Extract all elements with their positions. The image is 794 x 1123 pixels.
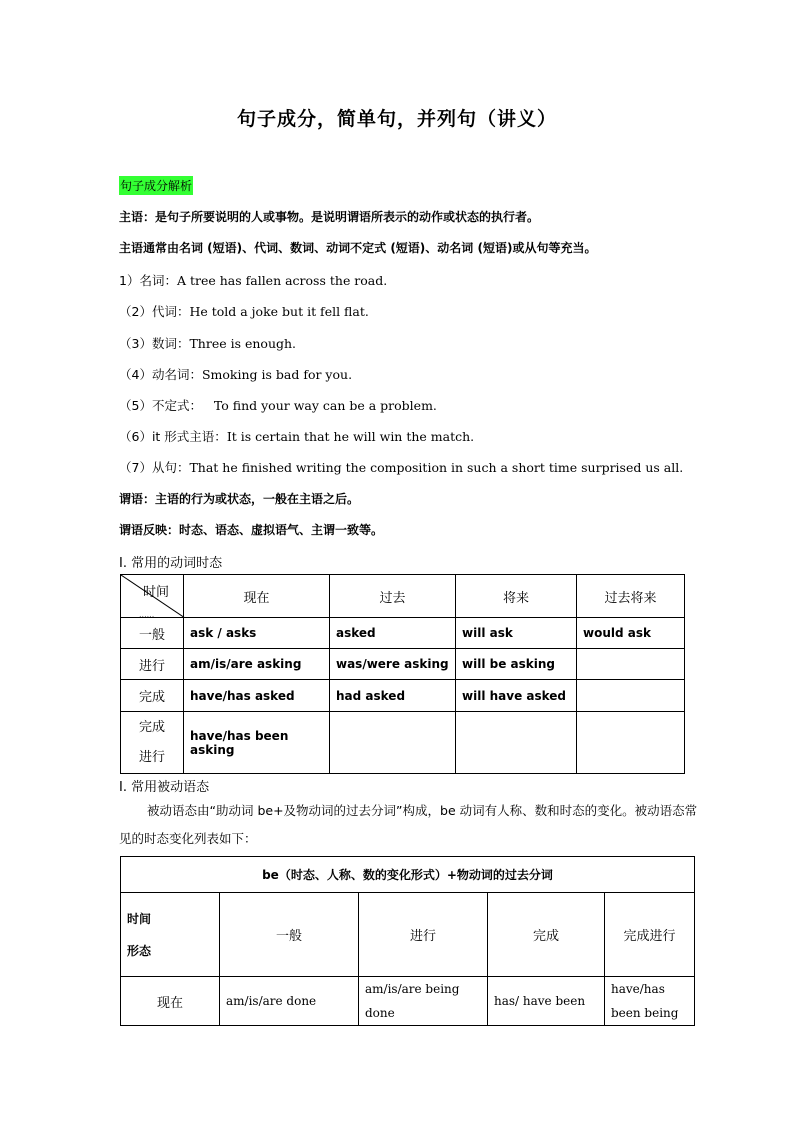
row-label-line: 进行 [138,749,165,765]
table-cell: have/has been being [605,977,695,1026]
column-header: 过去 [330,575,456,618]
example-label: （2）代词： [119,304,190,319]
table-cell [330,712,456,774]
passive-intro [119,797,699,853]
example-7 [119,458,683,476]
table-cell: have/has been asking [184,712,330,774]
table-cell [577,680,685,712]
subject-definition: 主语：是句子所要说明的人或事物。是说明谓语所表示的动作或状态的执行者。 [119,210,540,224]
table-cell: asked [330,618,456,649]
row-label: 完成 [121,680,184,712]
example-text: That he finished writing the composition in such a short time surprised us all. [189,460,684,475]
example-label: （6）it 形式主语： [119,429,227,444]
column-header: 过去将来 [577,575,685,618]
table-cell: ask / asks [184,618,330,649]
row-label: 现在 [121,977,220,1026]
table-title-row [121,857,695,893]
column-header: 进行 [359,893,488,977]
example-1 [119,271,387,289]
row-label: 进行 [121,649,184,680]
heading-tenses: I. 常用的动词时态 [119,556,223,571]
tense-table [120,574,685,774]
column-header: 完成进行 [605,893,695,977]
corner-cell [121,575,184,618]
predicate-definition: 谓语：主语的行为或状态，一般在主语之后。 [119,492,360,506]
corner-label: 时间 [142,585,169,600]
table-row [121,680,685,712]
example-3 [119,334,296,352]
table-row [121,649,685,680]
table-title: be（时态、人称、数的变化形式）+物动词的过去分词 [121,857,695,893]
table-cell: have/has asked [184,680,330,712]
corner-sublabel: ...... [139,610,155,619]
table-row [121,977,695,1026]
example-2 [119,302,369,320]
section-tag: 句子成分解析 [119,176,193,195]
column-header: 一般 [220,893,359,977]
example-text: Smoking is bad for you. [201,367,353,382]
column-header: 现在 [184,575,330,618]
table-header-row [121,893,695,977]
example-label: （4）动名词： [119,367,202,382]
example-6 [119,427,474,445]
table-cell: will be asking [456,649,577,680]
example-5 [119,396,437,414]
example-text: To find your way can be a problem. [201,398,437,413]
table-cell: will ask [456,618,577,649]
subject-usage: 主语通常由名词 (短语)、代词、数词、动词不定式 (短语)、动名词 (短语)或从句等充当。 [119,241,597,255]
table-cell: has/ have been [488,977,605,1026]
row-label: 一般 [121,618,184,649]
table-row [121,618,685,649]
example-label: 1）名词： [119,273,177,288]
table-cell [577,712,685,774]
table-cell: am/is/are done [220,977,359,1026]
table-cell [456,712,577,774]
example-label: （5）不定式： [119,398,202,413]
row-label [121,712,184,774]
table-cell: will have asked [456,680,577,712]
example-text: He told a joke but it fell flat. [189,304,369,319]
row-label-line: 完成 [138,719,165,735]
example-text: A tree has fallen across the road. [176,273,388,288]
table-cell: had asked [330,680,456,712]
passive-intro-text: 被动语态由“助动词 be+及物动词的过去分词”构成，be 动词有人称、数和时态的变化。被动语态常见的时态变化列表如下： [119,803,698,846]
heading-passive: I. 常用被动语态 [119,780,210,795]
example-4 [119,365,352,383]
passive-table [120,856,695,1026]
table-header-row [121,575,685,618]
column-header: 完成 [488,893,605,977]
corner-line: 形态 [127,943,152,958]
column-header: 将来 [456,575,577,618]
corner-cell [121,893,220,977]
example-label: （3）数词： [119,336,190,351]
table-cell: would ask [577,618,685,649]
corner-line: 时间 [127,911,152,926]
example-text: Three is enough. [189,336,297,351]
table-cell: was/were asking [330,649,456,680]
example-text: It is certain that he will win the match. [226,429,475,444]
predicate-reflect: 谓语反映：时态、语态、虚拟语气、主谓一致等。 [119,523,384,537]
example-label: （7）从句： [119,460,190,475]
table-cell: am/is/are being done [359,977,488,1026]
table-row [121,712,685,774]
table-cell [577,649,685,680]
table-cell: am/is/are asking [184,649,330,680]
page-title: 句子成分，简单句，并列句（讲义） [236,108,557,130]
